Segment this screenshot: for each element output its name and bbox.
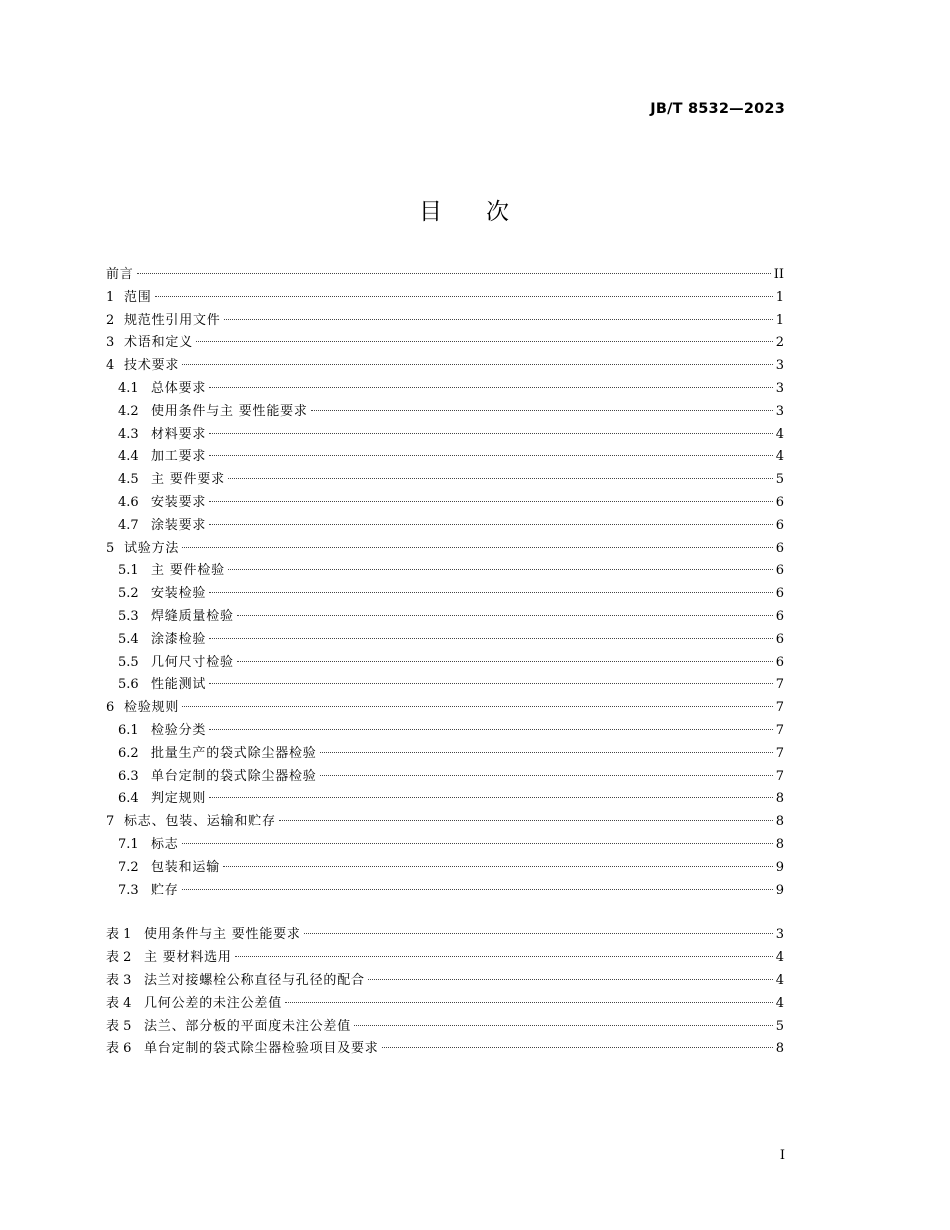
entry-title: 法兰、部分板的平面度未注公差值 [144, 1018, 352, 1034]
entry-number: 表 2 [106, 950, 132, 966]
entry-page: 5 [775, 472, 784, 488]
dot-leader [182, 889, 773, 890]
entry-page: 4 [775, 995, 784, 1011]
toc-entry[interactable] [106, 880, 784, 903]
entry-title: 标志、包装、运输和贮存 [124, 814, 276, 830]
entry-number: 7.1 [118, 836, 139, 852]
entry-number: 5.1 [118, 563, 139, 579]
entry-page: 3 [775, 927, 784, 943]
entry-title: 涂漆检验 [151, 631, 207, 647]
entry-title: 安装要求 [151, 494, 207, 510]
dot-leader [320, 775, 773, 776]
entry-page: 4 [775, 449, 784, 465]
toc-entry[interactable] [106, 811, 784, 834]
entry-number: 5 [106, 540, 115, 556]
entry-title: 主 要件检验 [151, 563, 225, 579]
dot-leader [354, 1025, 773, 1026]
toc-entry[interactable] [106, 697, 784, 720]
entry-page: 8 [775, 814, 784, 830]
entry-title: 范围 [124, 289, 152, 305]
entry-title: 焊缝质量检验 [151, 608, 234, 624]
toc-entry[interactable] [106, 788, 784, 811]
dot-leader [137, 273, 771, 274]
entry-page: 6 [775, 654, 784, 670]
entry-title: 使用条件与主 要性能要求 [151, 403, 308, 419]
entry-number: 4.3 [118, 426, 139, 442]
entry-page: 6 [775, 517, 784, 533]
table-list-entry[interactable] [106, 1016, 784, 1039]
dot-leader [320, 752, 773, 753]
toc-entry[interactable] [106, 446, 784, 469]
dot-leader [182, 706, 773, 707]
toc-entry[interactable] [106, 287, 784, 310]
toc-entry[interactable] [106, 766, 784, 789]
dot-leader [235, 956, 773, 957]
toc-entry[interactable] [106, 674, 784, 697]
entry-page: 1 [775, 312, 784, 328]
entry-number: 6.4 [118, 791, 139, 807]
entry-number: 5.6 [118, 677, 139, 693]
entry-page: 3 [775, 358, 784, 374]
entry-number: 5.5 [118, 654, 139, 670]
dot-leader [209, 592, 773, 593]
entry-title: 总体要求 [151, 380, 207, 396]
dot-leader [182, 843, 773, 844]
entry-number: 5.2 [118, 586, 139, 602]
entry-page: 4 [775, 950, 784, 966]
entry-title: 包装和运输 [151, 859, 221, 875]
dot-leader [228, 478, 773, 479]
toc-entry[interactable] [106, 310, 784, 333]
entry-title: 法兰对接螺栓公称直径与孔径的配合 [144, 972, 365, 988]
entry-page: 5 [775, 1018, 784, 1034]
toc-entry[interactable] [106, 629, 784, 652]
dot-leader [209, 455, 773, 456]
table-list-entry[interactable] [106, 1038, 784, 1061]
entry-title: 单台定制的袋式除尘器检验项目及要求 [144, 1041, 379, 1057]
entry-title: 试验方法 [124, 540, 180, 556]
entry-number: 表 3 [106, 972, 132, 988]
entry-title: 涂装要求 [151, 517, 207, 533]
table-list-entry[interactable] [106, 924, 784, 947]
entry-page: 6 [775, 608, 784, 624]
toc-entry[interactable] [106, 743, 784, 766]
toc-entry[interactable] [106, 652, 784, 675]
entry-title: 判定规则 [151, 791, 207, 807]
toc-entry[interactable] [106, 538, 784, 561]
entry-number: 4 [106, 358, 115, 374]
entry-number: 4.1 [118, 380, 139, 396]
entry-title: 单台定制的袋式除尘器检验 [151, 768, 317, 784]
entry-number: 5.3 [118, 608, 139, 624]
entry-number: 表 6 [106, 1041, 132, 1057]
entry-page: 9 [775, 859, 784, 875]
entry-title: 标志 [151, 836, 179, 852]
entry-number: 表 5 [106, 1018, 132, 1034]
entry-title: 术语和定义 [124, 335, 194, 351]
entry-title: 几何尺寸检验 [151, 654, 234, 670]
entry-page: 8 [775, 1041, 784, 1057]
entry-page: II [773, 267, 784, 282]
dot-leader [209, 683, 773, 684]
toc-entry[interactable] [106, 834, 784, 857]
entry-title: 检验规则 [124, 700, 180, 716]
dot-leader [285, 1002, 773, 1003]
entry-title: 主 要材料选用 [144, 950, 232, 966]
entry-title: 安装检验 [151, 586, 207, 602]
entry-number: 7.2 [118, 859, 139, 875]
entry-title: 批量生产的袋式除尘器检验 [151, 745, 317, 761]
entry-title: 性能测试 [151, 677, 207, 693]
toc-entry[interactable] [106, 355, 784, 378]
table-list-entry[interactable] [106, 947, 784, 970]
entry-page: 2 [775, 335, 784, 351]
page-number: I [779, 1148, 785, 1163]
dot-leader [237, 661, 773, 662]
dot-leader [209, 729, 773, 730]
entry-page: 6 [775, 540, 784, 556]
entry-number: 7.3 [118, 882, 139, 898]
entry-page: 6 [775, 494, 784, 510]
dot-leader [155, 296, 773, 297]
section-gap [106, 902, 784, 924]
entry-title: 技术要求 [124, 358, 180, 374]
toc-entry[interactable] [106, 424, 784, 447]
dot-leader [209, 638, 773, 639]
entry-number: 1 [106, 289, 115, 305]
page-title: 目次 [419, 199, 553, 225]
dot-leader [368, 979, 773, 980]
table-list-entry[interactable] [106, 993, 784, 1016]
dot-leader [228, 569, 773, 570]
toc-entry[interactable] [106, 560, 784, 583]
dot-leader [182, 364, 773, 365]
entry-page: 6 [775, 586, 784, 602]
entry-number: 2 [106, 312, 115, 328]
entry-page: 3 [775, 403, 784, 419]
entry-page: 6 [775, 631, 784, 647]
dot-leader [209, 501, 773, 502]
entry-number: 4.2 [118, 403, 139, 419]
dot-leader [209, 387, 773, 388]
toc-entry[interactable] [106, 606, 784, 629]
entry-page: 7 [775, 722, 784, 738]
entry-title: 使用条件与主 要性能要求 [144, 927, 301, 943]
entry-number: 5.4 [118, 631, 139, 647]
entry-title: 贮存 [151, 882, 179, 898]
toc-entry[interactable] [106, 720, 784, 743]
entry-page: 4 [775, 426, 784, 442]
toc-entry[interactable] [106, 583, 784, 606]
entry-number: 6.1 [118, 722, 139, 738]
dot-leader [182, 547, 773, 548]
entry-number: 4.4 [118, 449, 139, 465]
dot-leader [209, 524, 773, 525]
entry-number: 4.6 [118, 494, 139, 510]
entry-title: 主 要件要求 [151, 472, 225, 488]
entry-title: 前言 [106, 267, 134, 282]
dot-leader [223, 866, 773, 867]
entry-page: 3 [775, 380, 784, 396]
entry-page: 7 [775, 700, 784, 716]
entry-page: 8 [775, 791, 784, 807]
entry-number: 表 1 [106, 927, 132, 943]
entry-page: 7 [775, 745, 784, 761]
entry-number: 6 [106, 700, 115, 716]
dot-leader [279, 820, 773, 821]
entry-number: 4.7 [118, 517, 139, 533]
dot-leader [196, 341, 773, 342]
table-of-contents [106, 264, 784, 1061]
toc-entry[interactable] [106, 264, 784, 287]
entry-number: 7 [106, 814, 115, 830]
entry-title: 材料要求 [151, 426, 207, 442]
toc-entry[interactable] [106, 378, 784, 401]
entry-title: 检验分类 [151, 722, 207, 738]
entry-page: 7 [775, 677, 784, 693]
toc-entry[interactable] [106, 515, 784, 538]
entry-page: 1 [775, 289, 784, 305]
standard-code: JB/T 8532—2023 [650, 101, 785, 117]
entry-number: 6.2 [118, 745, 139, 761]
entry-title: 加工要求 [151, 449, 207, 465]
entry-number: 4.5 [118, 472, 139, 488]
entry-page: 8 [775, 836, 784, 852]
dot-leader [382, 1047, 773, 1048]
dot-leader [209, 797, 773, 798]
entry-title: 规范性引用文件 [124, 312, 221, 328]
entry-title: 几何公差的未注公差值 [144, 995, 283, 1011]
entry-page: 9 [775, 882, 784, 898]
entry-number: 表 4 [106, 995, 132, 1011]
entry-number: 6.3 [118, 768, 139, 784]
entry-page: 6 [775, 563, 784, 579]
entry-number: 3 [106, 335, 115, 351]
toc-entry[interactable] [106, 492, 784, 515]
dot-leader [237, 615, 773, 616]
toc-entry[interactable] [106, 332, 784, 355]
dot-leader [311, 410, 773, 411]
entry-page: 4 [775, 972, 784, 988]
toc-entry[interactable] [106, 857, 784, 880]
toc-entry[interactable] [106, 401, 784, 424]
toc-entry[interactable] [106, 469, 784, 492]
dot-leader [304, 933, 773, 934]
table-list-entry[interactable] [106, 970, 784, 993]
dot-leader [209, 433, 773, 434]
entry-page: 7 [775, 768, 784, 784]
dot-leader [224, 319, 773, 320]
